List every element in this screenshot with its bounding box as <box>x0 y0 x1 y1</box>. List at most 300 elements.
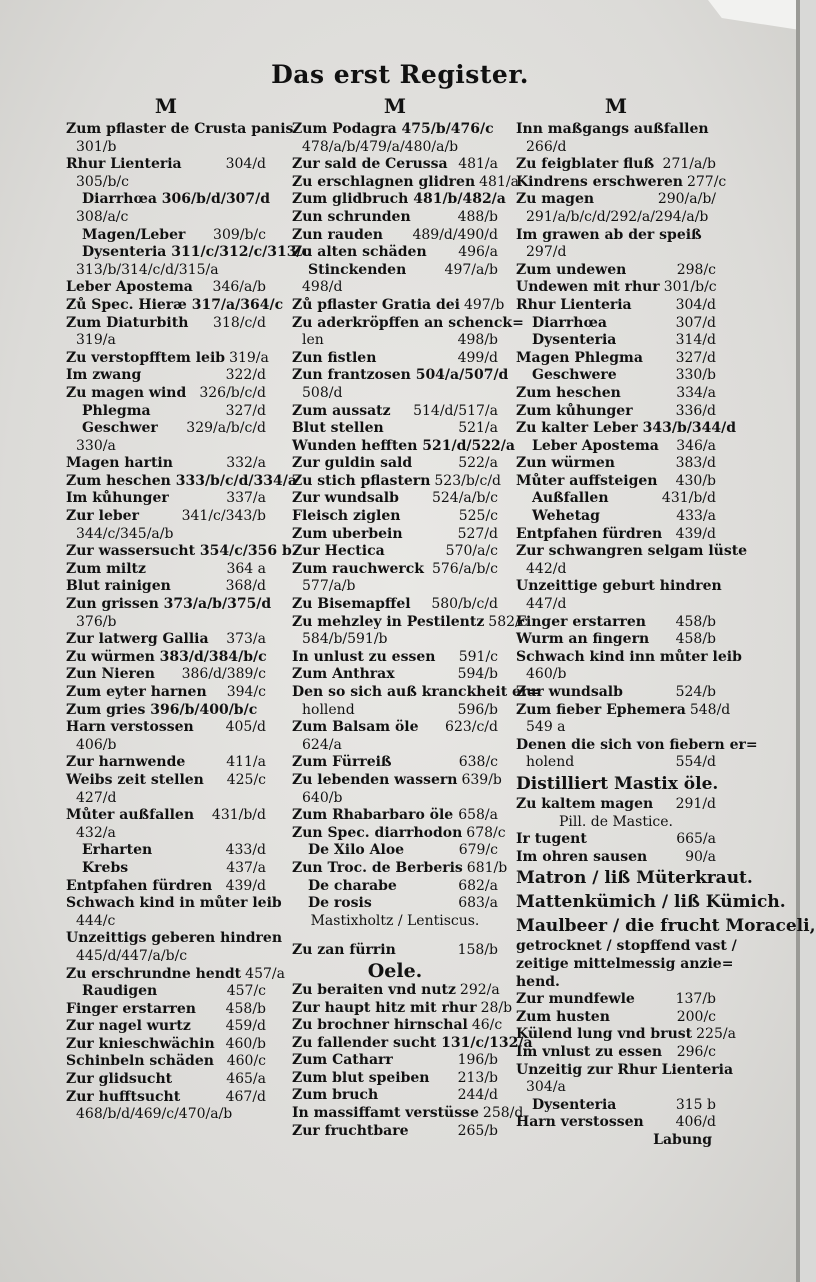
entry-text: 376/b <box>76 613 117 630</box>
entry-text: Zum gries 396/b/400/b/c <box>66 701 258 718</box>
index-entry <box>66 420 266 438</box>
entry-text: 304/a <box>526 1079 566 1096</box>
entry-text: Zun schrunden <box>292 208 411 225</box>
index-entry <box>66 842 266 860</box>
index-entry <box>66 332 266 350</box>
entry-reference: 527/d <box>457 525 498 542</box>
entry-text: Zur mundfewle <box>516 991 635 1008</box>
entry-reference: 570/a/c <box>445 543 498 560</box>
entry-text: Můter auffsteigen <box>516 472 658 489</box>
index-entry <box>292 859 508 878</box>
index-entry <box>516 938 737 956</box>
index-entry <box>292 878 498 896</box>
entry-reference: 322/d <box>225 367 266 384</box>
entry-text: Zu magen <box>516 191 595 208</box>
entry-text: Dysenteria <box>532 332 617 349</box>
entry-reference: 458/b <box>675 631 716 648</box>
index-entry <box>516 796 716 814</box>
index-entry <box>292 296 505 315</box>
entry-reference: 683/a <box>458 895 498 912</box>
entry-reference: 291/d <box>675 795 716 812</box>
index-entry <box>516 684 716 702</box>
index-entry <box>66 1001 266 1019</box>
index-entry <box>292 666 498 684</box>
index-entry <box>516 666 716 684</box>
entry-text: 305/b/c <box>76 173 129 190</box>
index-entry <box>66 913 266 931</box>
entry-text: In unlust zu essen <box>292 648 436 665</box>
entry-text: Zur guldin sald <box>292 455 413 472</box>
index-entry <box>66 930 283 948</box>
index-entry <box>516 209 716 227</box>
entry-text: Zun fistlen <box>292 349 377 366</box>
column-heading: M <box>383 94 407 118</box>
entry-text: Zur wassersucht 354/c/356 b <box>66 543 292 560</box>
index-entry <box>66 455 266 473</box>
entry-reference: 467/d <box>225 1088 266 1105</box>
entry-text: Můter außfallen <box>66 807 195 824</box>
entry-reference: 301/b/c <box>663 279 717 296</box>
index-entry <box>516 754 716 772</box>
index-entry <box>516 455 716 473</box>
entry-reference: 337/a <box>226 490 266 507</box>
entry-text: Denen die sich von fiebern er= <box>516 736 758 753</box>
entry-text: 640/b <box>302 789 343 806</box>
entry-reference: 582/c <box>488 613 528 630</box>
entry-text: Zu Bisemapffel <box>292 596 411 613</box>
index-entry <box>66 754 266 772</box>
index-entry <box>516 578 722 596</box>
catchword: Labung <box>653 1131 712 1148</box>
entry-reference: 457/c <box>226 983 266 1000</box>
index-entry <box>292 807 498 825</box>
index-entry <box>292 508 498 526</box>
entry-reference: 554/d <box>675 754 716 771</box>
entry-text: Mattenkümich / liß Kümich. <box>516 892 786 913</box>
entry-reference: 523/b/c/d <box>434 472 502 489</box>
entry-text: Blut rainigen <box>66 578 171 595</box>
index-entry <box>66 860 266 878</box>
index-entry <box>66 508 266 526</box>
index-entry <box>516 596 716 614</box>
entry-text: Zum heschen <box>516 384 621 401</box>
index-entry <box>66 526 266 544</box>
entry-reference: 580/b/c/d <box>431 596 498 613</box>
entry-reference: 679/c <box>458 842 498 859</box>
entry-reference: 296/c <box>676 1043 716 1060</box>
entry-text: Im vnlust zu essen <box>516 1043 663 1060</box>
entry-reference: 639/b <box>461 771 502 788</box>
index-entry <box>66 666 266 684</box>
index-entry <box>516 508 716 526</box>
entry-text: 432/a <box>76 824 116 841</box>
entry-text: Im ohren sausen <box>516 848 648 865</box>
index-entry <box>516 385 716 403</box>
entry-text: De charabe <box>308 877 397 894</box>
index-entry <box>66 385 266 403</box>
index-entry <box>516 244 716 262</box>
entry-reference: 327/d <box>675 349 716 366</box>
index-entry <box>516 648 742 667</box>
entry-text: Magen/Leber <box>82 226 186 243</box>
entry-text: Zum blut speiben <box>292 1069 430 1086</box>
entry-reference: 524/b <box>675 684 716 700</box>
index-entry <box>66 1053 266 1071</box>
index-entry <box>66 156 266 174</box>
entry-text: Inn maßgangs außfallen <box>516 121 709 137</box>
entry-text: Zun Nieren <box>66 666 155 683</box>
entry-text: Leber Apostema <box>532 437 659 454</box>
entry-text: 584/b/591/b <box>302 631 388 648</box>
index-column-3 <box>516 93 816 1149</box>
entry-text: 549 a <box>526 719 566 736</box>
entry-reference: 658/a <box>458 807 498 824</box>
entry-text: Maulbeer / die frucht Moraceli, <box>516 916 816 937</box>
entry-text: Zum eyter harnen <box>66 684 207 700</box>
entry-text: Zur harnwende <box>66 754 186 771</box>
entry-text: hollend <box>302 701 355 718</box>
index-entry <box>516 490 716 508</box>
entry-text: Zů Spec. Hieræ 317/a/364/c <box>66 296 284 313</box>
entry-text: Zu fallender sucht 131/c/132/a <box>292 1034 533 1051</box>
entry-reference: 336/d <box>675 402 716 419</box>
entry-text: Zů pflaster Gratia dei <box>292 296 460 313</box>
entry-reference: 458/b <box>225 1000 266 1017</box>
entry-text: Wehetag <box>532 508 600 525</box>
index-entry <box>292 191 506 209</box>
index-entry <box>292 262 498 280</box>
entry-text: Stinckenden <box>308 261 407 278</box>
entry-text: Zum Balsam öle <box>292 719 419 736</box>
entry-text: Zum heschen 333/b/c/d/334/a <box>66 472 297 489</box>
entry-reference: 158/b <box>457 942 498 959</box>
index-entry <box>66 1018 266 1036</box>
entry-text: Kindrens erschweren <box>516 173 683 190</box>
entry-text: Entpfahen fürdren <box>66 877 213 894</box>
entry-text: Zu kaltem magen <box>516 795 654 812</box>
entry-reference: 439/d <box>225 877 266 894</box>
index-entry <box>66 1036 266 1054</box>
entry-text: Zu alten schäden <box>292 244 427 261</box>
entry-text: Zun grissen 373/a/b/375/d <box>66 596 272 613</box>
entry-reference: 488/b <box>457 208 498 225</box>
entry-text: Zur Hectica <box>292 543 385 560</box>
index-entry <box>66 174 266 192</box>
index-entry <box>292 942 498 960</box>
index-entry <box>516 297 716 315</box>
entry-reference: 457/a <box>245 965 285 982</box>
index-entry <box>66 614 266 632</box>
entry-reference: 329/a/b/c/d <box>186 420 266 437</box>
entry-text: 427/d <box>76 789 117 806</box>
entry-text: Magen Phlegma <box>516 349 643 366</box>
entry-text: Zu verstopfftem leib <box>66 349 226 366</box>
index-entry <box>292 209 498 227</box>
entry-reference: 290/a/b/ <box>657 191 716 208</box>
entry-reference: 196/b <box>457 1052 498 1069</box>
entry-text: Unzeitig zur Rhur Lienteria <box>516 1061 734 1078</box>
entry-reference: 481/a <box>458 156 498 173</box>
entry-reference: 596/b <box>457 701 498 718</box>
index-entry <box>516 1079 716 1097</box>
entry-text: Unzeittigs geberen hindren <box>66 930 283 947</box>
index-entry <box>516 367 716 385</box>
entry-reference: 304/d <box>675 296 716 313</box>
entry-text: 444/c <box>76 912 116 929</box>
entry-reference: 638/c <box>458 754 498 771</box>
entry-text: Matron / liß Müterkraut. <box>516 868 753 889</box>
entry-text: 498/d <box>302 279 343 296</box>
index-entry <box>292 455 498 473</box>
entry-reference: 332/a <box>226 455 266 472</box>
entry-reference: 525/c <box>458 508 498 525</box>
index-entry <box>292 702 498 720</box>
entry-reference: 386/d/389/c <box>181 666 266 683</box>
entry-text: Zur knieschwächin <box>66 1035 215 1052</box>
entry-reference: 576/a/b/c <box>431 560 498 577</box>
index-entry <box>516 191 716 209</box>
entry-reference: 330/b <box>675 367 716 384</box>
entry-reference: 458/b <box>675 613 716 630</box>
index-entry <box>66 983 266 1001</box>
entry-text: De rosis <box>308 895 372 912</box>
index-entry <box>516 849 716 867</box>
index-entry <box>292 842 498 860</box>
entry-text: Wurm an fingern <box>516 631 650 648</box>
entry-text: Schinbeln schäden <box>66 1053 214 1070</box>
entry-text: Geschwer <box>82 420 158 437</box>
entry-reference: 411/a <box>226 754 266 771</box>
entry-reference: 298/c <box>676 261 716 278</box>
index-entry <box>66 438 266 456</box>
entry-text: Distilliert Mastix öle. <box>516 773 719 794</box>
entry-text: Zum fieber Ephemera <box>516 701 686 718</box>
column-heading: M <box>604 94 628 118</box>
entry-text: Külend lung vnd brust <box>516 1026 693 1043</box>
entry-text: Oele. <box>367 959 423 982</box>
index-entry <box>516 1044 716 1062</box>
entry-text: Zun Troc. de Berberis <box>292 859 463 876</box>
index-entry <box>516 121 716 139</box>
index-entry <box>292 385 498 403</box>
entry-text: Fleisch ziglen <box>292 508 401 525</box>
index-entry <box>516 279 716 297</box>
entry-text: Diarrhœa <box>532 314 607 331</box>
index-entry <box>292 1017 503 1035</box>
index-entry <box>516 173 727 192</box>
entry-reference: 405/d <box>225 719 266 736</box>
index-entry <box>292 982 498 1000</box>
index-entry <box>516 156 716 174</box>
entry-text: Zum Anthrax <box>292 666 395 683</box>
index-entry <box>516 614 716 632</box>
entry-text: Zur nagel wurtz <box>66 1018 191 1035</box>
entry-text: Zum Rhabarbaro öle <box>292 807 454 824</box>
entry-reference: 318/c/d <box>213 314 266 331</box>
entry-text: Zum husten <box>516 1008 610 1025</box>
entry-text: Zur haupt hitz mit rhur <box>292 999 477 1016</box>
entry-text: Zu feigblater fluß <box>516 156 655 173</box>
entry-text: Zum kůhunger <box>516 402 633 419</box>
entry-text: Schwach kind inn můter leib <box>516 648 742 665</box>
index-entry <box>292 790 498 808</box>
entry-text: Zu beraiten vnd nutz <box>292 981 456 998</box>
index-entry <box>292 173 519 192</box>
entry-text: Weibs zeit stellen <box>66 771 204 788</box>
page-title: Das erst Register. <box>271 60 529 89</box>
entry-text: Zum Podagra 475/b/476/c <box>292 121 494 137</box>
entry-text: Den so sich auß kranckheit er= <box>292 684 541 700</box>
index-entry <box>66 596 272 614</box>
entry-reference: 346/a/b <box>212 279 266 296</box>
index-entry <box>292 350 498 368</box>
index-entry <box>66 825 266 843</box>
entry-reference: 496/a <box>458 244 498 261</box>
column-heading: M <box>154 94 178 118</box>
index-entry <box>516 438 716 456</box>
entry-text: 291/a/b/c/d/292/a/294/a/b <box>526 208 709 225</box>
entry-text: Harn verstossen <box>66 719 194 736</box>
entry-reference: 497/b <box>463 296 505 313</box>
index-entry <box>292 578 498 596</box>
index-entry <box>292 719 498 737</box>
entry-text: 297/d <box>526 244 567 261</box>
index-entry <box>66 1071 266 1089</box>
index-entry <box>516 866 753 890</box>
entry-reference: 307/d <box>675 314 716 331</box>
entry-text: Finger erstarren <box>66 1000 196 1017</box>
index-entry <box>292 490 498 508</box>
entry-text: 406/b <box>76 736 117 753</box>
entry-reference: 430/b <box>675 472 716 489</box>
index-entry <box>66 139 266 157</box>
entry-reference: 265/b <box>457 1122 498 1139</box>
entry-text: Zu erschrundne hendt <box>66 965 242 982</box>
index-entry <box>516 139 716 157</box>
entry-text: 313/b/314/c/d/315/a <box>76 261 219 278</box>
entry-text: Zun frantzosen 504/a/507/d <box>292 367 509 384</box>
entry-reference: 271/a/b <box>662 156 716 173</box>
entry-reference: 309/b/c <box>213 226 266 243</box>
index-entry <box>292 649 498 667</box>
entry-text: Unzeittige geburt hindren <box>516 578 722 595</box>
entry-reference: 258/d <box>482 1105 524 1122</box>
index-entry <box>516 332 716 350</box>
entry-text: Wunden hefften 521/d/522/a <box>292 437 515 454</box>
entry-text: Blut stellen <box>292 420 384 437</box>
entry-reference: 437/a <box>226 859 266 876</box>
entry-reference: 383/d <box>675 455 716 472</box>
index-entry <box>292 771 502 790</box>
entry-text: Erharten <box>82 842 153 859</box>
entry-text: Zum undewen <box>516 261 627 278</box>
index-entry <box>516 526 716 544</box>
index-entry <box>516 890 786 914</box>
entry-text: zeitige mittelmessig anzie= <box>516 955 734 972</box>
entry-reference: 137/b <box>675 991 716 1008</box>
entry-text: Zum rauchwerck <box>292 560 424 577</box>
index-entry <box>292 367 509 385</box>
entry-reference: 213/b <box>457 1069 498 1086</box>
entry-text: Zum bruch <box>292 1087 379 1104</box>
index-entry <box>66 244 311 262</box>
entry-reference: 665/a <box>676 831 716 848</box>
entry-text: Zum uberbein <box>292 525 403 542</box>
index-entry <box>66 895 282 913</box>
index-entry <box>516 473 716 491</box>
entry-reference: 364 a <box>226 560 266 577</box>
entry-reference: 394/c <box>226 684 266 700</box>
entry-text: Rhur Lienteria <box>516 296 632 313</box>
entry-text: 478/a/b/479/a/480/a/b <box>302 138 459 155</box>
entry-text: 266/d <box>526 138 567 155</box>
entry-reference: 200/c <box>676 1008 716 1025</box>
entry-text: 442/d <box>526 560 567 577</box>
entry-reference: 548/d <box>689 701 731 718</box>
index-entry <box>292 332 498 350</box>
index-entry <box>516 719 716 737</box>
entry-text: Zum aussatz <box>292 402 391 419</box>
index-entry <box>516 772 719 796</box>
entry-reference: 678/c <box>466 824 506 841</box>
entry-reference: 304/d <box>225 156 266 173</box>
index-entry <box>66 472 297 491</box>
index-entry <box>516 420 737 438</box>
entry-reference: 334/a <box>676 384 716 401</box>
entry-reference: 90/a <box>685 848 716 865</box>
entry-text: Im grawen ab der speiß <box>516 226 702 243</box>
entry-reference: 499/d <box>457 349 498 366</box>
entry-text: In massiffamt verstüsse <box>292 1105 479 1122</box>
entry-text: 508/d <box>302 384 343 401</box>
index-entry <box>292 999 513 1018</box>
index-entry <box>292 631 498 649</box>
entry-text: Zu erschlagnen glidren <box>292 173 476 190</box>
index-entry <box>66 262 266 280</box>
index-entry <box>292 960 498 982</box>
index-entry <box>292 227 498 245</box>
index-entry <box>292 403 498 421</box>
entry-text: Zu zan fürrin <box>292 942 396 959</box>
entry-reference: 594/b <box>457 666 498 683</box>
entry-reference: 522/a <box>458 455 498 472</box>
entry-text: Undewen mit rhur <box>516 279 660 296</box>
index-entry <box>292 754 498 772</box>
entry-text: De Xilo Aloe <box>308 842 405 859</box>
index-entry <box>292 543 498 561</box>
entry-text: Raudigen <box>82 983 158 1000</box>
index-entry <box>66 948 266 966</box>
entry-text: Zum glidbruch 481/b/482/a <box>292 191 506 208</box>
index-entry <box>66 349 269 368</box>
index-entry <box>292 121 498 139</box>
entry-text: Zur fruchtbare <box>292 1122 409 1139</box>
entry-text: Im zwang <box>66 367 142 384</box>
entry-text: Zu magen wind <box>66 384 187 401</box>
entry-text: Zum Catharr <box>292 1052 393 1069</box>
entry-reference: 459/d <box>225 1018 266 1035</box>
entry-reference: 425/c <box>226 771 266 788</box>
page-corner <box>708 0 800 30</box>
index-entry <box>66 490 266 508</box>
index-entry <box>516 814 716 832</box>
index-entry <box>516 736 758 755</box>
entry-text: Außfallen <box>532 490 609 507</box>
entry-reference: 341/c/343/b <box>181 508 266 525</box>
index-entry <box>66 684 266 702</box>
index-entry <box>292 244 498 262</box>
entry-text: Krebs <box>82 859 129 876</box>
